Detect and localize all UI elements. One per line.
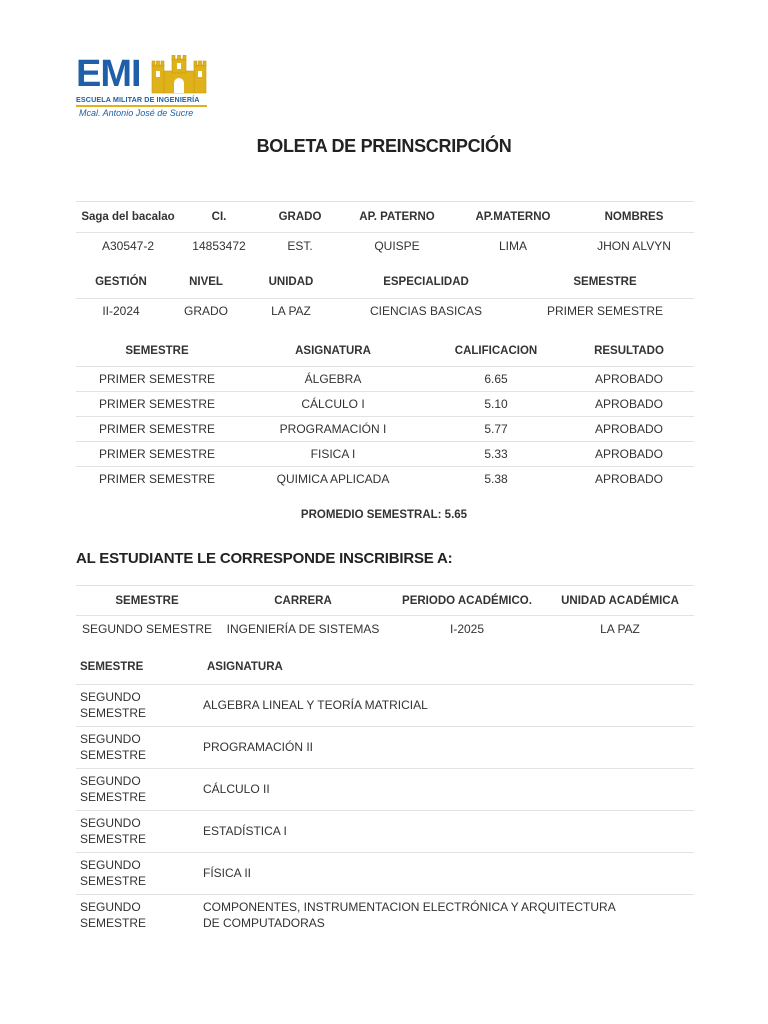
grade-subject: FISICA I <box>238 441 428 466</box>
table-row <box>76 852 694 894</box>
enrollment-table <box>76 585 694 642</box>
grade-semester: PRIMER SEMESTRE <box>98 471 215 486</box>
subject-semester: SEGUNDO SEMESTRE <box>76 852 203 894</box>
grade-subject: CÁLCULO I <box>238 391 428 416</box>
subjects-header-row <box>76 650 694 684</box>
enroll-value: INGENIERÍA DE SISTEMAS <box>226 621 380 636</box>
grades-header-row <box>76 336 694 366</box>
grade-subject: PROGRAMACIÓN I <box>238 416 428 441</box>
info-header: NIVEL <box>166 266 246 298</box>
grades-header: RESULTADO <box>564 336 694 366</box>
table-row <box>76 466 694 491</box>
info-header: UNIDAD <box>246 266 336 298</box>
table-row <box>76 810 694 852</box>
grades-header: CALIFICACION <box>428 336 564 366</box>
grade-result: APROBADO <box>564 441 694 466</box>
grade-semester: PRIMER SEMESTRE <box>76 391 238 416</box>
enroll-header: SEMESTRE <box>76 586 218 616</box>
info-value: GRADO <box>183 304 228 319</box>
student-value: EST. <box>287 239 313 254</box>
enroll-header: UNIDAD ACADÉMICA <box>546 586 694 616</box>
emi-logo <box>76 55 211 120</box>
info-header: GESTIÓN <box>76 266 166 298</box>
info-value: LA PAZ <box>271 304 311 319</box>
subjects-header: SEMESTRE <box>76 650 203 684</box>
info-header-row <box>76 266 694 298</box>
table-row <box>76 726 694 768</box>
logo-subtitle: Mcal. Antonio José de Sucre <box>79 108 194 118</box>
enroll-header-row <box>76 586 694 616</box>
semester-average: PROMEDIO SEMESTRAL: 5.65 <box>300 509 468 521</box>
subject-name: FÍSICA II <box>203 852 694 894</box>
student-value: 14853472 <box>192 239 246 254</box>
grade-score: 5.77 <box>428 416 564 441</box>
info-header: ESPECIALIDAD <box>336 266 516 298</box>
subject-semester: SEGUNDO SEMESTRE <box>76 810 203 852</box>
table-row <box>76 366 694 391</box>
logo-divider <box>76 105 207 107</box>
student-header-row <box>76 202 694 233</box>
student-table <box>76 201 694 260</box>
info-header: SEMESTRE <box>516 266 694 298</box>
table-row <box>76 768 694 810</box>
info-value: PRIMER SEMESTRE <box>546 304 663 319</box>
student-header: AP.MATERNO <box>452 202 574 233</box>
grade-result: APROBADO <box>564 416 694 441</box>
castle-icon <box>150 55 208 95</box>
subjects-header: ASIGNATURA <box>203 650 694 684</box>
info-value: II-2024 <box>102 304 140 319</box>
grade-score: 5.33 <box>428 441 564 466</box>
grade-score: 6.65 <box>428 366 564 391</box>
grade-result: APROBADO <box>564 366 694 391</box>
info-value-row <box>76 298 694 324</box>
enroll-value: I-2025 <box>449 621 485 636</box>
subject-name: COMPONENTES, INSTRUMENTACION ELECTRÓNICA Y ARQUITECTURA DE COMPUTADORAS <box>203 900 616 931</box>
student-header: Saga del bacalao <box>76 202 180 233</box>
student-header: AP. PATERNO <box>342 202 452 233</box>
grade-semester: PRIMER SEMESTRE <box>76 441 238 466</box>
table-row <box>76 416 694 441</box>
subject-semester: SEGUNDO SEMESTRE <box>76 768 203 810</box>
enroll-header: CARRERA <box>218 586 388 616</box>
table-row <box>76 894 694 936</box>
subject-semester: SEGUNDO SEMESTRE <box>76 684 203 726</box>
table-row <box>76 391 694 416</box>
grade-subject: QUIMICA APLICADA <box>276 471 390 486</box>
grade-score: 5.38 <box>484 471 508 486</box>
subject-name: ALGEBRA LINEAL Y TEORÍA MATRICIAL <box>203 684 694 726</box>
student-value: A30547-2 <box>101 239 155 254</box>
subject-semester: SEGUNDO SEMESTRE <box>80 900 147 931</box>
student-header: NOMBRES <box>574 202 694 233</box>
info-value: CIENCIAS BASICAS <box>369 304 483 319</box>
student-header: CI. <box>180 202 258 233</box>
grade-score: 5.10 <box>428 391 564 416</box>
logo-school-name: ESCUELA MILITAR DE INGENIERÍA <box>76 95 200 104</box>
enroll-value-row <box>76 616 694 642</box>
student-header: GRADO <box>258 202 342 233</box>
info-table <box>76 266 694 324</box>
subject-name: CÁLCULO II <box>203 768 694 810</box>
student-value-row <box>76 233 694 260</box>
enroll-value: SEGUNDO SEMESTRE <box>81 621 213 636</box>
table-row <box>76 684 694 726</box>
grade-semester: PRIMER SEMESTRE <box>76 416 238 441</box>
logo-text: EMI <box>76 53 141 95</box>
subject-name: PROGRAMACIÓN II <box>203 726 694 768</box>
subjects-table <box>76 650 694 936</box>
subject-name: ESTADÍSTICA I <box>203 810 694 852</box>
grade-result: APROBADO <box>564 391 694 416</box>
student-value: QUISPE <box>374 239 420 254</box>
grades-table <box>76 336 694 491</box>
enroll-value: LA PAZ <box>600 621 640 636</box>
subject-semester: SEGUNDO SEMESTRE <box>76 726 203 768</box>
enroll-header: PERIODO ACADÉMICO. <box>388 586 546 616</box>
grades-header: ASIGNATURA <box>238 336 428 366</box>
table-row <box>76 441 694 466</box>
page-title: BOLETA DE PREINSCRIPCIÓN <box>256 136 512 156</box>
student-value: JHON ALVYN <box>597 239 671 254</box>
grade-result: APROBADO <box>594 471 663 486</box>
student-value: LIMA <box>498 239 527 254</box>
grade-semester: PRIMER SEMESTRE <box>76 366 238 391</box>
grades-header: SEMESTRE <box>76 336 238 366</box>
grade-subject: ÁLGEBRA <box>238 366 428 391</box>
enrollment-title: AL ESTUDIANTE LE CORRESPONDE INSCRIBIRSE A: <box>76 550 453 567</box>
